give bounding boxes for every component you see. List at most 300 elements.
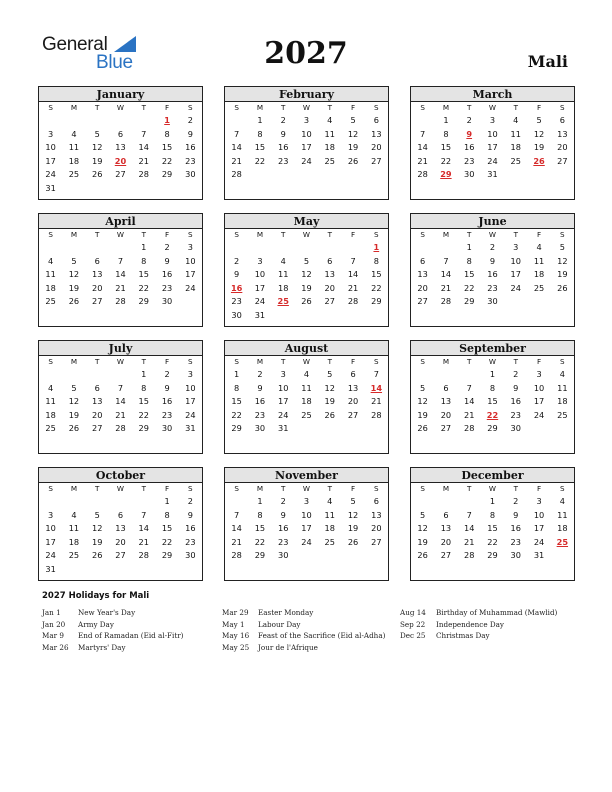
week-row <box>39 563 202 577</box>
day-cell: 7 <box>466 509 472 520</box>
day-cell: 6 <box>117 128 124 139</box>
day-cell: 11 <box>510 128 521 139</box>
day-cell: 3 <box>303 115 310 125</box>
day-cell: 28 <box>115 296 126 307</box>
weekday-label: T <box>327 357 332 366</box>
holiday-column <box>42 607 218 653</box>
day-cell: 26 <box>417 550 428 561</box>
day-cell: 7 <box>420 128 426 139</box>
day-cell: 4 <box>536 242 542 252</box>
day-cell: 2 <box>164 369 170 379</box>
holiday-entry <box>400 607 612 619</box>
day-cell: 3 <box>48 128 54 139</box>
day-cell: 10 <box>277 382 289 393</box>
day-cell: 15 <box>231 396 242 407</box>
day-cell: 17 <box>301 142 312 153</box>
empty-day-cell <box>458 495 481 509</box>
day-cell: 20 <box>557 142 568 153</box>
weekday-label: W <box>116 357 125 366</box>
day-cell: 12 <box>301 269 312 280</box>
day-cell: 8 <box>164 509 170 520</box>
empty-day-cell <box>411 241 434 255</box>
week-row <box>39 255 202 269</box>
day-cell: 30 <box>231 309 242 320</box>
day-cell: 29 <box>161 550 173 561</box>
week-row <box>411 141 574 155</box>
day-cell: 1 <box>489 496 496 506</box>
weekday-label: W <box>488 484 497 493</box>
day-cell: 16 <box>185 523 196 534</box>
weekday-header-row <box>225 229 388 241</box>
week-row <box>225 141 388 155</box>
holiday-day-cell: 25 <box>277 296 289 307</box>
day-cell: 14 <box>347 269 359 280</box>
weekday-label: F <box>350 357 356 366</box>
weekday-header-row <box>411 356 574 368</box>
holiday-entry <box>222 630 408 642</box>
holiday-day-cell: 29 <box>440 169 452 180</box>
holiday-day-cell: 25 <box>556 536 569 547</box>
week-row <box>411 409 574 423</box>
day-cell: 2 <box>280 496 286 506</box>
day-cell: 14 <box>463 523 475 534</box>
holiday-date: Sep 22 <box>400 619 426 629</box>
day-cell: 8 <box>234 382 240 393</box>
day-cell: 10 <box>301 128 312 139</box>
day-cell: 21 <box>371 396 382 407</box>
weekday-label: S <box>420 484 425 493</box>
day-cell: 29 <box>138 423 149 434</box>
day-cell: 14 <box>115 396 126 407</box>
day-cell: 21 <box>440 282 452 293</box>
day-cell: 25 <box>557 409 568 420</box>
weekday-label: T <box>327 230 332 239</box>
weekday-label: T <box>95 103 100 112</box>
weekday-label: M <box>256 357 264 366</box>
day-cell: 8 <box>257 128 263 139</box>
day-cell: 28 <box>138 169 149 180</box>
day-cell: 24 <box>487 155 498 166</box>
day-cell: 11 <box>324 509 335 520</box>
day-cell: 6 <box>559 115 565 125</box>
day-cell: 23 <box>277 155 289 166</box>
holiday-day-cell: 22 <box>486 409 499 420</box>
day-cell: 25 <box>45 423 56 434</box>
empty-day-cell <box>132 495 155 509</box>
day-cell: 20 <box>417 282 428 293</box>
day-cell: 2 <box>234 255 240 266</box>
day-cell: 25 <box>301 409 312 420</box>
day-cell: 22 <box>371 282 382 293</box>
empty-day-cell <box>39 368 62 382</box>
empty-day-cell <box>39 114 62 128</box>
empty-day-cell <box>272 241 295 255</box>
week-row <box>225 155 388 169</box>
day-cell: 24 <box>254 296 266 307</box>
empty-day-cell <box>179 182 202 196</box>
day-cell: 11 <box>277 269 289 280</box>
day-cell: 23 <box>277 536 289 547</box>
day-cell: 18 <box>510 142 521 153</box>
empty-day-cell <box>318 241 341 255</box>
day-cell: 5 <box>350 496 356 506</box>
day-cell: 5 <box>420 382 426 393</box>
holiday-date: Mar 29 <box>222 608 249 617</box>
weekday-label: W <box>488 357 497 366</box>
day-cell: 8 <box>443 128 449 139</box>
day-cell: 23 <box>161 282 173 293</box>
day-cell: 7 <box>117 255 124 266</box>
day-cell: 24 <box>277 409 289 420</box>
empty-day-cell <box>109 563 132 577</box>
empty-day-cell <box>272 309 295 323</box>
day-cell: 26 <box>324 409 335 420</box>
empty-day-cell <box>62 563 85 577</box>
day-cell: 9 <box>164 382 170 393</box>
weekday-label: T <box>513 484 518 493</box>
day-cell: 24 <box>301 536 312 547</box>
weekday-label: F <box>350 103 356 112</box>
day-cell: 9 <box>187 509 193 520</box>
day-cell: 5 <box>350 115 356 125</box>
holiday-name: End of Ramadan (Eid al-Fitr) <box>78 631 184 640</box>
weekday-label: S <box>374 103 379 112</box>
day-cell: 15 <box>138 269 149 280</box>
empty-day-cell <box>109 241 132 255</box>
weekday-label: T <box>281 357 286 366</box>
month-title: January <box>39 87 202 102</box>
day-cell: 22 <box>161 155 173 166</box>
weekday-label: M <box>442 357 450 366</box>
empty-day-cell <box>434 495 457 509</box>
day-cell: 18 <box>68 155 80 166</box>
day-cell: 28 <box>347 296 359 307</box>
day-cell: 23 <box>185 155 196 166</box>
day-cell: 19 <box>347 142 359 153</box>
holiday-entry <box>42 642 218 654</box>
weekday-header-row <box>411 102 574 114</box>
day-cell: 31 <box>45 182 56 193</box>
week-row <box>39 422 202 436</box>
weekday-label: M <box>70 357 78 366</box>
day-cell: 29 <box>487 550 498 561</box>
week-row <box>39 155 202 169</box>
holiday-date: Jan 20 <box>42 619 66 629</box>
weekday-label: F <box>536 103 542 112</box>
month-january <box>38 86 203 200</box>
day-cell: 23 <box>254 409 266 420</box>
day-cell: 14 <box>138 142 149 153</box>
day-cell: 10 <box>185 255 196 266</box>
day-cell: 9 <box>234 269 240 280</box>
empty-day-cell <box>365 309 388 323</box>
day-cell: 19 <box>91 155 103 166</box>
day-cell: 3 <box>280 369 286 379</box>
empty-day-cell <box>132 114 155 128</box>
week-row <box>39 141 202 155</box>
day-cell: 6 <box>373 496 379 506</box>
day-cell: 15 <box>440 142 452 153</box>
week-row <box>225 241 388 255</box>
day-cell: 17 <box>185 269 196 280</box>
logo-text-general: General <box>42 34 108 55</box>
day-cell: 10 <box>45 142 56 153</box>
day-cell: 31 <box>277 423 289 434</box>
day-cell: 8 <box>373 255 379 266</box>
day-cell: 7 <box>466 382 472 393</box>
day-cell: 21 <box>138 536 149 547</box>
weekday-label: F <box>536 230 542 239</box>
day-cell: 11 <box>45 269 56 280</box>
empty-day-cell <box>225 495 248 509</box>
day-cell: 31 <box>45 563 56 574</box>
empty-day-cell <box>295 549 318 563</box>
day-cell: 20 <box>91 282 103 293</box>
day-cell: 29 <box>371 296 382 307</box>
holiday-entry <box>222 607 408 619</box>
weekday-label: T <box>141 103 146 112</box>
week-row <box>39 395 202 409</box>
empty-day-cell <box>434 241 457 255</box>
holiday-day-cell: 16 <box>230 282 243 293</box>
weekday-label: S <box>560 357 565 366</box>
empty-day-cell <box>318 422 341 436</box>
day-cell: 14 <box>463 396 475 407</box>
day-cell: 5 <box>536 115 542 125</box>
weekday-label: T <box>467 484 472 493</box>
day-cell: 5 <box>94 128 100 139</box>
week-row <box>225 114 388 128</box>
week-row <box>411 155 574 169</box>
week-row <box>39 536 202 550</box>
page-title-year: 2027 <box>264 36 348 71</box>
weekday-label: T <box>141 230 146 239</box>
day-cell: 30 <box>510 550 521 561</box>
day-cell: 4 <box>559 369 565 379</box>
day-cell: 29 <box>463 296 475 307</box>
day-cell: 13 <box>440 396 452 407</box>
weekday-label: F <box>536 357 542 366</box>
week-row <box>411 241 574 255</box>
empty-day-cell <box>179 295 202 309</box>
day-cell: 4 <box>303 369 310 379</box>
week-row <box>39 114 202 128</box>
week-row <box>39 509 202 523</box>
day-cell: 2 <box>257 369 263 379</box>
day-cell: 19 <box>417 536 428 547</box>
holiday-entry <box>400 619 612 631</box>
day-cell: 15 <box>161 523 173 534</box>
day-cell: 15 <box>138 396 149 407</box>
weekday-label: S <box>420 357 425 366</box>
weekday-label: W <box>302 103 311 112</box>
weekday-header-row <box>39 356 202 368</box>
week-row <box>411 282 574 296</box>
week-row <box>225 128 388 142</box>
weekday-label: S <box>188 484 193 493</box>
day-cell: 10 <box>254 269 266 280</box>
day-cell: 25 <box>324 155 335 166</box>
day-cell: 2 <box>164 242 170 252</box>
day-cell: 7 <box>234 509 240 520</box>
empty-day-cell <box>272 168 295 182</box>
weekday-label: T <box>467 103 472 112</box>
day-cell: 12 <box>533 128 545 139</box>
week-row <box>225 549 388 563</box>
day-cell: 7 <box>117 382 124 393</box>
day-cell: 21 <box>347 282 359 293</box>
day-cell: 11 <box>557 509 568 520</box>
empty-day-cell <box>155 563 178 577</box>
weekday-header-row <box>39 102 202 114</box>
day-cell: 14 <box>440 269 452 280</box>
day-cell: 20 <box>440 409 452 420</box>
weekday-label: S <box>234 230 239 239</box>
day-cell: 30 <box>277 550 289 561</box>
week-row <box>225 295 388 309</box>
weekday-label: S <box>560 484 565 493</box>
day-cell: 19 <box>324 396 335 407</box>
day-cell: 18 <box>324 142 335 153</box>
day-cell: 17 <box>45 155 56 166</box>
weekday-label: T <box>95 230 100 239</box>
day-cell: 8 <box>466 255 472 266</box>
week-row <box>411 536 574 550</box>
empty-day-cell <box>365 168 388 182</box>
day-cell: 13 <box>557 128 568 139</box>
holiday-name: Jour de l'Afrique <box>258 642 318 652</box>
day-cell: 19 <box>533 142 545 153</box>
day-cell: 12 <box>324 382 335 393</box>
week-row <box>411 114 574 128</box>
weekday-label: S <box>374 357 379 366</box>
day-cell: 4 <box>327 496 333 506</box>
weekday-header-row <box>225 102 388 114</box>
week-row <box>39 128 202 142</box>
day-cell: 7 <box>141 509 147 520</box>
weekday-label: W <box>116 484 125 493</box>
month-title: March <box>411 87 574 102</box>
day-cell: 25 <box>510 155 521 166</box>
day-cell: 6 <box>327 255 333 266</box>
weekday-label: T <box>281 230 286 239</box>
weekday-label: S <box>234 103 239 112</box>
empty-day-cell <box>86 495 109 509</box>
holiday-day-cell: 26 <box>533 155 545 166</box>
weekday-label: S <box>234 484 239 493</box>
day-cell: 17 <box>45 536 56 547</box>
day-cell: 30 <box>185 169 196 180</box>
day-cell: 2 <box>466 115 472 125</box>
weekday-label: T <box>467 357 472 366</box>
weekday-label: F <box>350 230 356 239</box>
empty-day-cell <box>411 495 434 509</box>
day-cell: 24 <box>533 536 545 547</box>
day-cell: 7 <box>350 255 356 266</box>
day-cell: 28 <box>231 169 242 180</box>
day-cell: 9 <box>164 255 170 266</box>
day-cell: 21 <box>463 536 475 547</box>
day-cell: 16 <box>487 269 498 280</box>
day-cell: 10 <box>487 128 498 139</box>
weekday-label: S <box>234 357 239 366</box>
day-cell: 22 <box>254 536 266 547</box>
weekday-label: S <box>420 103 425 112</box>
week-row <box>411 522 574 536</box>
day-cell: 19 <box>557 269 568 280</box>
holiday-date: Dec 25 <box>400 631 426 640</box>
holiday-name: Independence Day <box>436 619 504 629</box>
day-cell: 17 <box>533 523 545 534</box>
day-cell: 26 <box>301 296 312 307</box>
day-cell: 21 <box>138 155 149 166</box>
month-title: August <box>225 341 388 356</box>
empty-day-cell <box>341 422 364 436</box>
day-cell: 26 <box>68 296 80 307</box>
day-cell: 24 <box>185 409 196 420</box>
weekday-label: T <box>327 103 332 112</box>
day-cell: 15 <box>254 523 266 534</box>
holiday-date: May 1 <box>222 619 245 629</box>
day-cell: 23 <box>231 296 242 307</box>
day-cell: 5 <box>327 369 333 379</box>
week-row <box>411 549 574 563</box>
day-cell: 19 <box>91 536 103 547</box>
day-cell: 28 <box>463 423 475 434</box>
holiday-entry <box>42 630 218 642</box>
country-name: Mali <box>527 52 568 71</box>
day-cell: 18 <box>277 282 289 293</box>
day-cell: 4 <box>513 115 519 125</box>
day-cell: 21 <box>231 155 242 166</box>
day-cell: 1 <box>443 115 449 125</box>
day-cell: 8 <box>489 509 496 520</box>
weekday-label: S <box>188 230 193 239</box>
day-cell: 4 <box>559 496 565 506</box>
day-cell: 7 <box>234 128 240 139</box>
day-cell: 12 <box>417 396 428 407</box>
day-cell: 30 <box>487 296 498 307</box>
day-cell: 10 <box>533 382 545 393</box>
day-cell: 23 <box>463 155 475 166</box>
day-cell: 22 <box>161 536 173 547</box>
empty-day-cell <box>86 114 109 128</box>
empty-day-cell <box>295 309 318 323</box>
day-cell: 19 <box>68 282 80 293</box>
day-cell: 16 <box>254 396 266 407</box>
weekday-label: S <box>560 103 565 112</box>
weekday-label: S <box>420 230 425 239</box>
week-row <box>225 422 388 436</box>
week-row <box>411 422 574 436</box>
day-cell: 6 <box>443 382 449 393</box>
day-cell: 23 <box>487 282 498 293</box>
day-cell: 24 <box>533 409 545 420</box>
empty-day-cell <box>132 563 155 577</box>
day-cell: 13 <box>417 269 428 280</box>
empty-day-cell <box>318 309 341 323</box>
day-cell: 9 <box>280 128 286 139</box>
empty-day-cell <box>341 549 364 563</box>
holiday-day-cell: 1 <box>164 115 170 125</box>
day-cell: 30 <box>463 169 475 180</box>
weekday-label: F <box>164 484 170 493</box>
day-cell: 18 <box>324 523 335 534</box>
day-cell: 29 <box>231 423 242 434</box>
day-cell: 29 <box>254 550 266 561</box>
day-cell: 1 <box>257 496 263 506</box>
day-cell: 3 <box>187 242 193 252</box>
